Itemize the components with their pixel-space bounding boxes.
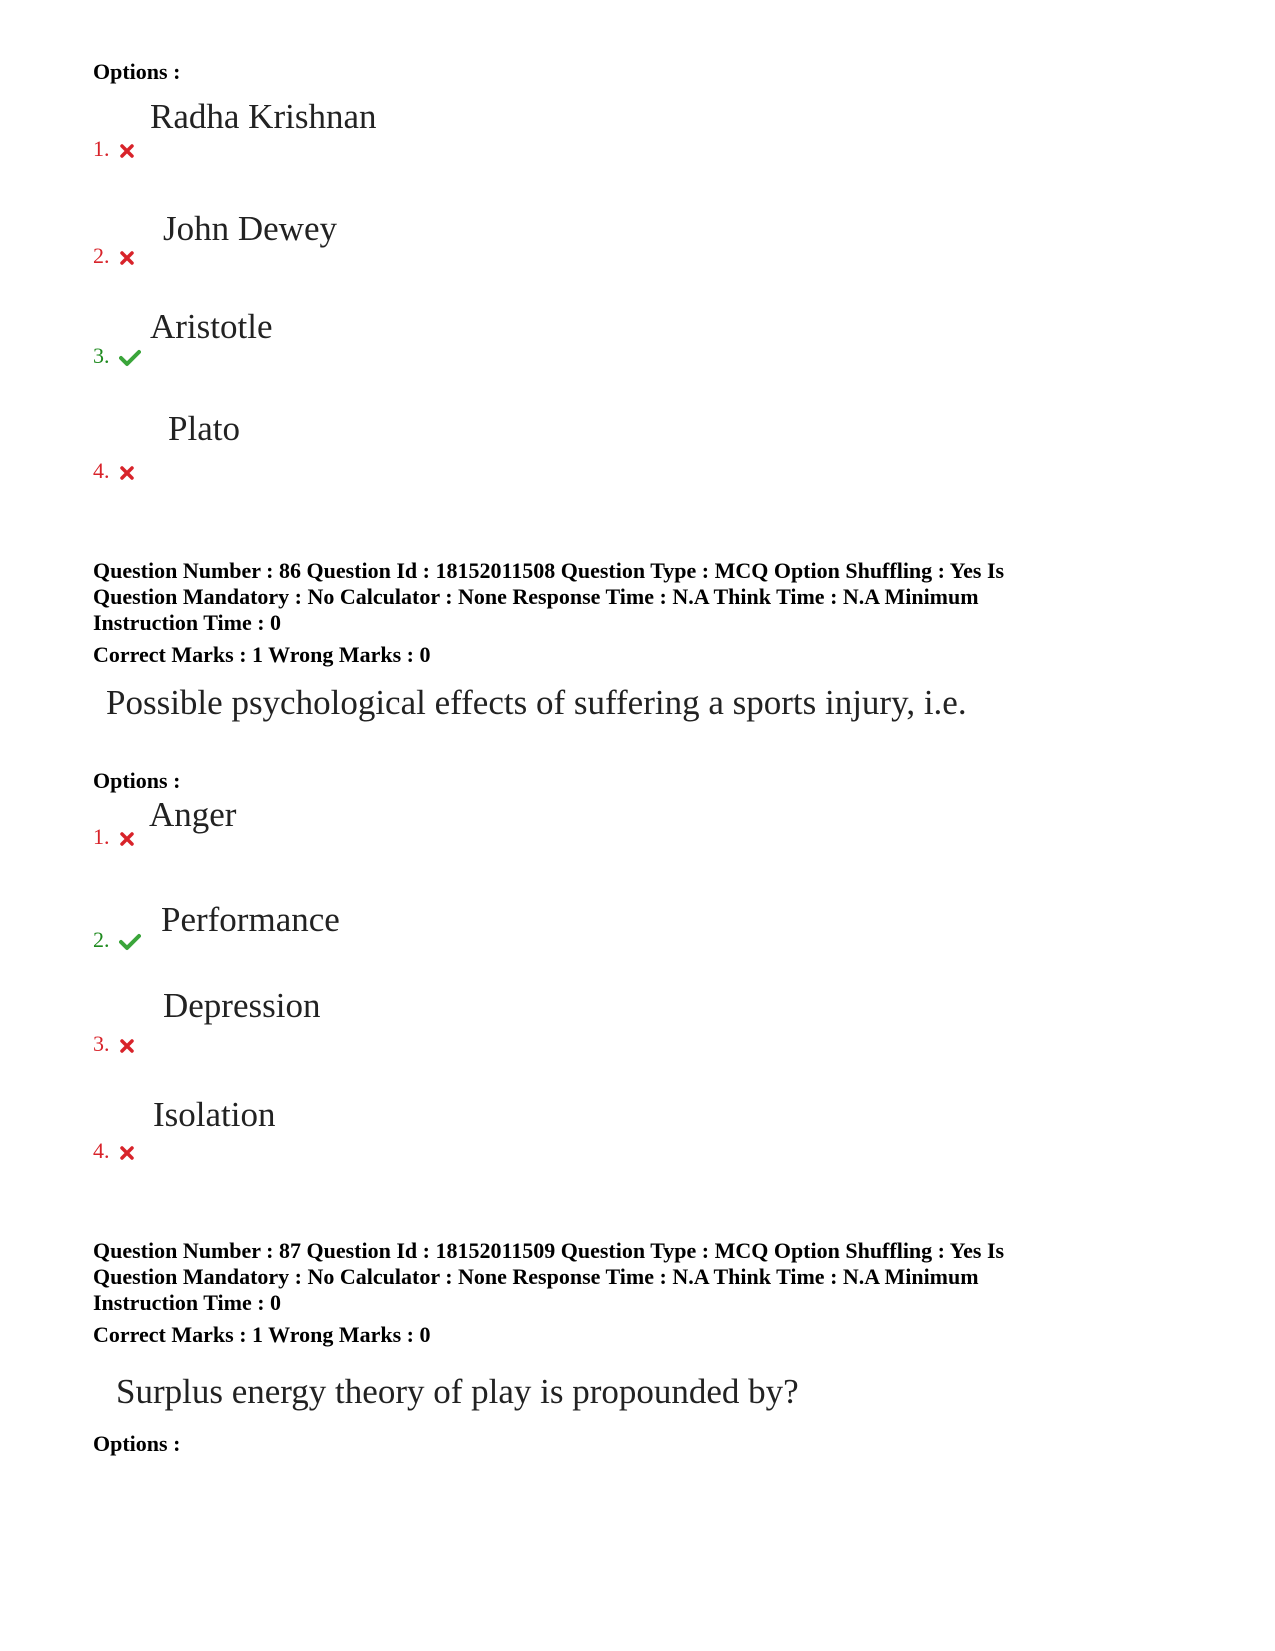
option-number-label: 4. <box>93 458 110 483</box>
question-meta-line: Question Mandatory : No Calculator : None Response Time : N.A Think Time : N.A Minimum <box>93 584 979 609</box>
question-text: Surplus energy theory of play is propounded by? <box>116 1372 799 1411</box>
cross-icon <box>119 831 135 847</box>
option-text: Performance <box>161 900 340 939</box>
question-meta-line: Instruction Time : 0 <box>93 610 282 635</box>
cross-icon <box>119 250 135 266</box>
check-icon <box>119 349 141 367</box>
option-text: Anger <box>149 795 237 834</box>
options-label: Options : <box>93 768 181 793</box>
question-meta <box>93 1237 1153 1316</box>
cross-icon <box>119 1145 135 1161</box>
option-number <box>93 244 135 268</box>
check-icon <box>119 933 141 951</box>
option-number-label: 2. <box>93 927 110 952</box>
option-text: Plato <box>168 409 240 448</box>
options-label: Options : <box>93 1431 181 1456</box>
option-number <box>93 344 141 368</box>
question-marks: Correct Marks : 1 Wrong Marks : 0 <box>93 1322 431 1347</box>
option-text: Aristotle <box>150 307 273 346</box>
option-text: Depression <box>163 986 321 1025</box>
cross-icon <box>119 1038 135 1054</box>
question-meta-line: Instruction Time : 0 <box>93 1290 282 1315</box>
option-number-label: 3. <box>93 343 110 368</box>
option-number-label: 1. <box>93 136 110 161</box>
option-number <box>93 1139 135 1163</box>
option-number-label: 3. <box>93 1031 110 1056</box>
question-meta-line: Question Mandatory : No Calculator : None Response Time : N.A Think Time : N.A Minimum <box>93 1264 979 1289</box>
option-number <box>93 459 135 483</box>
option-number-label: 2. <box>93 243 110 268</box>
options-label: Options : <box>93 59 181 84</box>
question-meta-line: Question Number : 87 Question Id : 18152011509 Question Type : MCQ Option Shuffling : Yes Is <box>93 1238 1005 1263</box>
option-text: John Dewey <box>163 209 337 248</box>
option-number <box>93 137 135 161</box>
option-number-label: 1. <box>93 824 110 849</box>
cross-icon <box>119 465 135 481</box>
question-meta-line: Question Number : 86 Question Id : 18152011508 Question Type : MCQ Option Shuffling : Yes Is <box>93 558 1005 583</box>
cross-icon <box>119 143 135 159</box>
option-number-label: 4. <box>93 1138 110 1163</box>
option-text: Radha Krishnan <box>150 97 377 136</box>
option-number <box>93 928 141 952</box>
question-meta <box>93 557 1153 636</box>
question-text: Possible psychological effects of suffering a sports injury, i.e. <box>106 683 967 722</box>
option-text: Isolation <box>153 1095 276 1134</box>
question-marks: Correct Marks : 1 Wrong Marks : 0 <box>93 642 431 667</box>
option-number <box>93 825 135 849</box>
option-number <box>93 1032 135 1056</box>
